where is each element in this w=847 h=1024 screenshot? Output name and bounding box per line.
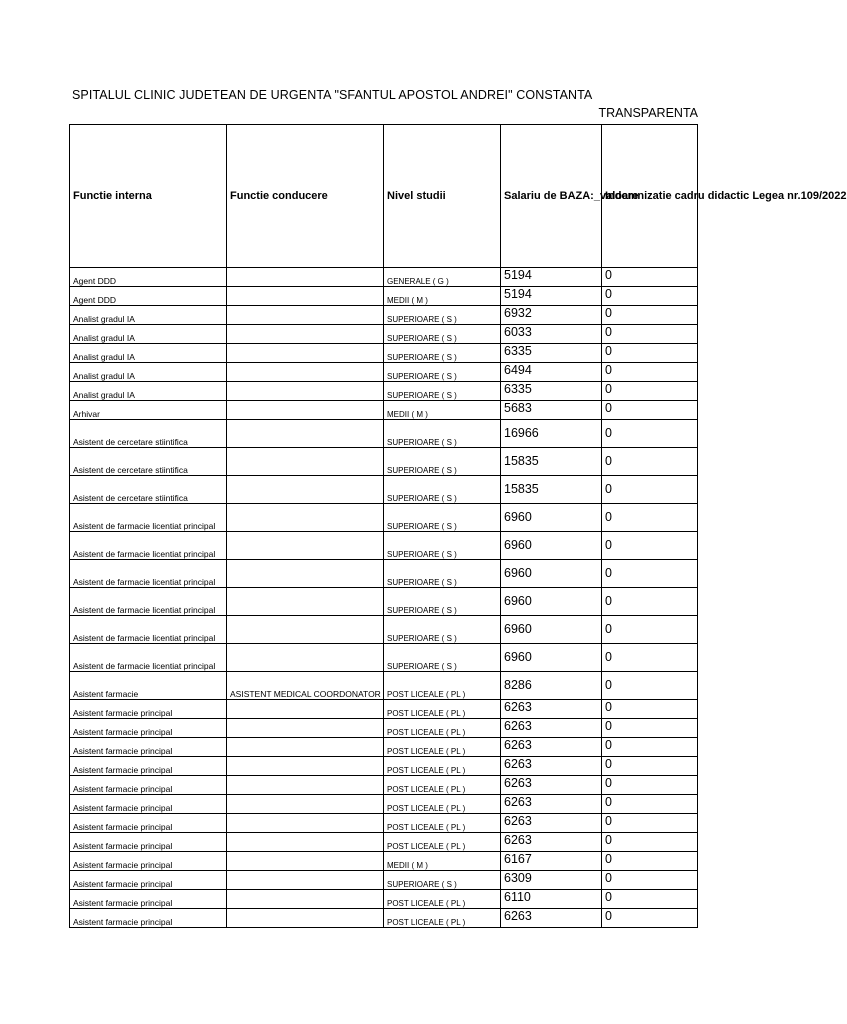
cell-nivel-studii: SUPERIOARE ( S ) <box>384 532 501 560</box>
cell-salariu: 6263 <box>501 833 602 852</box>
cell-indemnizatie: 0 <box>602 833 698 852</box>
cell-indemnizatie: 0 <box>602 448 698 476</box>
cell-salariu: 6335 <box>501 344 602 363</box>
cell-functie-interna: Asistent farmacie principal <box>70 909 227 928</box>
cell-indemnizatie: 0 <box>602 344 698 363</box>
cell-functie-interna: Asistent farmacie principal <box>70 757 227 776</box>
cell-nivel-studii: SUPERIOARE ( S ) <box>384 476 501 504</box>
cell-nivel-studii: SUPERIOARE ( S ) <box>384 382 501 401</box>
cell-nivel-studii: POST LICEALE ( PL ) <box>384 776 501 795</box>
cell-salariu: 6263 <box>501 795 602 814</box>
table-row <box>70 588 698 616</box>
cell-salariu: 6960 <box>501 588 602 616</box>
cell-functie-interna: Asistent de farmacie licentiat principal <box>70 504 227 532</box>
table-row <box>70 890 698 909</box>
cell-salariu: 15835 <box>501 448 602 476</box>
table-row <box>70 448 698 476</box>
cell-indemnizatie: 0 <box>602 268 698 287</box>
cell-indemnizatie: 0 <box>602 672 698 700</box>
cell-indemnizatie: 0 <box>602 738 698 757</box>
cell-functie-conducere <box>227 306 384 325</box>
cell-salariu: 6263 <box>501 909 602 928</box>
cell-functie-conducere <box>227 344 384 363</box>
cell-salariu: 15835 <box>501 476 602 504</box>
cell-functie-conducere <box>227 738 384 757</box>
cell-indemnizatie: 0 <box>602 476 698 504</box>
cell-salariu: 6960 <box>501 560 602 588</box>
cell-nivel-studii: POST LICEALE ( PL ) <box>384 738 501 757</box>
cell-functie-conducere <box>227 719 384 738</box>
cell-salariu: 5194 <box>501 268 602 287</box>
table-row <box>70 672 698 700</box>
cell-functie-conducere <box>227 814 384 833</box>
cell-indemnizatie: 0 <box>602 325 698 344</box>
cell-functie-interna: Analist gradul IA <box>70 325 227 344</box>
cell-indemnizatie: 0 <box>602 871 698 890</box>
cell-functie-conducere <box>227 909 384 928</box>
cell-functie-conducere <box>227 776 384 795</box>
cell-indemnizatie: 0 <box>602 719 698 738</box>
salary-table <box>69 124 847 928</box>
cell-indemnizatie: 0 <box>602 700 698 719</box>
cell-indemnizatie: 0 <box>602 532 698 560</box>
cell-functie-interna: Asistent de farmacie licentiat principal <box>70 644 227 672</box>
cell-functie-conducere <box>227 420 384 448</box>
cell-salariu: 8286 <box>501 672 602 700</box>
header-nivel-studii: Nivel studii <box>384 125 501 268</box>
cell-indemnizatie: 0 <box>602 776 698 795</box>
cell-functie-conducere <box>227 700 384 719</box>
cell-salariu: 6263 <box>501 738 602 757</box>
cell-functie-interna: Analist gradul IA <box>70 306 227 325</box>
cell-functie-conducere <box>227 890 384 909</box>
cell-salariu: 6263 <box>501 776 602 795</box>
cell-salariu: 6263 <box>501 814 602 833</box>
cell-functie-interna: Analist gradul IA <box>70 344 227 363</box>
cell-salariu: 6263 <box>501 719 602 738</box>
cell-nivel-studii: POST LICEALE ( PL ) <box>384 700 501 719</box>
header-indemnizatie: Indemnizatie cadru didactic Legea nr.109/2022 <box>602 125 698 268</box>
table-row <box>70 814 698 833</box>
cell-nivel-studii: SUPERIOARE ( S ) <box>384 363 501 382</box>
cell-indemnizatie: 0 <box>602 814 698 833</box>
cell-functie-interna: Asistent farmacie <box>70 672 227 700</box>
cell-functie-conducere <box>227 560 384 588</box>
cell-indemnizatie: 0 <box>602 616 698 644</box>
cell-functie-interna: Asistent de farmacie licentiat principal <box>70 532 227 560</box>
cell-functie-conducere <box>227 363 384 382</box>
cell-indemnizatie: 0 <box>602 306 698 325</box>
table-row <box>70 852 698 871</box>
cell-functie-interna: Asistent farmacie principal <box>70 852 227 871</box>
cell-salariu: 5194 <box>501 287 602 306</box>
cell-salariu: 6960 <box>501 504 602 532</box>
table-row <box>70 306 698 325</box>
document-subtitle: TRANSPARENTA <box>598 106 698 120</box>
cell-salariu: 6033 <box>501 325 602 344</box>
table-row <box>70 757 698 776</box>
cell-nivel-studii: SUPERIOARE ( S ) <box>384 448 501 476</box>
table-row <box>70 616 698 644</box>
cell-indemnizatie: 0 <box>602 852 698 871</box>
cell-functie-interna: Agent DDD <box>70 287 227 306</box>
cell-functie-interna: Analist gradul IA <box>70 363 227 382</box>
cell-indemnizatie: 0 <box>602 588 698 616</box>
cell-indemnizatie: 0 <box>602 504 698 532</box>
cell-salariu: 6263 <box>501 700 602 719</box>
cell-indemnizatie: 0 <box>602 363 698 382</box>
cell-functie-interna: Asistent de cercetare stiintifica <box>70 420 227 448</box>
cell-indemnizatie: 0 <box>602 560 698 588</box>
cell-salariu: 6167 <box>501 852 602 871</box>
cell-functie-interna: Asistent de farmacie licentiat principal <box>70 588 227 616</box>
cell-functie-conducere <box>227 504 384 532</box>
cell-functie-conducere <box>227 833 384 852</box>
cell-functie-conducere <box>227 382 384 401</box>
table-row <box>70 401 698 420</box>
cell-salariu: 6960 <box>501 644 602 672</box>
cell-salariu: 6309 <box>501 871 602 890</box>
cell-nivel-studii: SUPERIOARE ( S ) <box>384 344 501 363</box>
cell-functie-conducere <box>227 325 384 344</box>
table-row <box>70 644 698 672</box>
cell-functie-conducere <box>227 852 384 871</box>
cell-salariu: 6110 <box>501 890 602 909</box>
cell-functie-interna: Asistent farmacie principal <box>70 833 227 852</box>
cell-indemnizatie: 0 <box>602 795 698 814</box>
table-row <box>70 268 698 287</box>
cell-functie-conducere <box>227 588 384 616</box>
cell-indemnizatie: 0 <box>602 909 698 928</box>
table-row <box>70 476 698 504</box>
header-salariu: Salariu de BAZA:_valoare <box>501 125 602 268</box>
cell-functie-interna: Arhivar <box>70 401 227 420</box>
cell-nivel-studii: POST LICEALE ( PL ) <box>384 795 501 814</box>
cell-functie-interna: Asistent farmacie principal <box>70 738 227 757</box>
cell-functie-conducere <box>227 476 384 504</box>
cell-salariu: 6960 <box>501 616 602 644</box>
cell-functie-interna: Asistent farmacie principal <box>70 890 227 909</box>
cell-functie-interna: Asistent farmacie principal <box>70 795 227 814</box>
cell-functie-conducere <box>227 757 384 776</box>
cell-functie-interna: Asistent farmacie principal <box>70 776 227 795</box>
cell-functie-interna: Asistent de farmacie licentiat principal <box>70 560 227 588</box>
cell-nivel-studii: SUPERIOARE ( S ) <box>384 588 501 616</box>
table-row <box>70 871 698 890</box>
cell-nivel-studii: MEDII ( M ) <box>384 287 501 306</box>
header-functie-conducere: Functie conducere <box>227 125 384 268</box>
cell-nivel-studii: POST LICEALE ( PL ) <box>384 833 501 852</box>
cell-indemnizatie: 0 <box>602 420 698 448</box>
cell-functie-conducere <box>227 268 384 287</box>
cell-functie-conducere <box>227 401 384 420</box>
table-row <box>70 532 698 560</box>
cell-functie-conducere <box>227 448 384 476</box>
cell-functie-interna: Asistent de farmacie licentiat principal <box>70 616 227 644</box>
cell-salariu: 6263 <box>501 757 602 776</box>
cell-functie-conducere: ASISTENT MEDICAL COORDONATOR <box>227 672 384 700</box>
cell-nivel-studii: SUPERIOARE ( S ) <box>384 504 501 532</box>
cell-nivel-studii: SUPERIOARE ( S ) <box>384 616 501 644</box>
cell-nivel-studii: SUPERIOARE ( S ) <box>384 306 501 325</box>
cell-functie-conducere <box>227 644 384 672</box>
cell-nivel-studii: SUPERIOARE ( S ) <box>384 560 501 588</box>
cell-functie-interna: Agent DDD <box>70 268 227 287</box>
cell-functie-interna: Asistent farmacie principal <box>70 719 227 738</box>
cell-nivel-studii: MEDII ( M ) <box>384 401 501 420</box>
cell-nivel-studii: SUPERIOARE ( S ) <box>384 644 501 672</box>
cell-nivel-studii: GENERALE ( G ) <box>384 268 501 287</box>
table-row <box>70 795 698 814</box>
cell-nivel-studii: POST LICEALE ( PL ) <box>384 672 501 700</box>
table-row <box>70 382 698 401</box>
cell-functie-conducere <box>227 287 384 306</box>
cell-nivel-studii: POST LICEALE ( PL ) <box>384 719 501 738</box>
cell-functie-interna: Analist gradul IA <box>70 382 227 401</box>
cell-functie-interna: Asistent de cercetare stiintifica <box>70 448 227 476</box>
cell-nivel-studii: SUPERIOARE ( S ) <box>384 325 501 344</box>
cell-indemnizatie: 0 <box>602 890 698 909</box>
document-title: SPITALUL CLINIC JUDETEAN DE URGENTA "SFANTUL APOSTOL ANDREI" CONSTANTA <box>72 88 593 102</box>
cell-functie-conducere <box>227 616 384 644</box>
header-functie-interna: Functie interna <box>70 125 227 268</box>
cell-salariu: 16966 <box>501 420 602 448</box>
cell-nivel-studii: SUPERIOARE ( S ) <box>384 420 501 448</box>
cell-functie-conducere <box>227 871 384 890</box>
cell-nivel-studii: POST LICEALE ( PL ) <box>384 814 501 833</box>
table-row <box>70 325 698 344</box>
cell-nivel-studii: POST LICEALE ( PL ) <box>384 757 501 776</box>
cell-nivel-studii: SUPERIOARE ( S ) <box>384 871 501 890</box>
cell-nivel-studii: POST LICEALE ( PL ) <box>384 909 501 928</box>
table-row <box>70 776 698 795</box>
table-body <box>70 268 698 928</box>
cell-indemnizatie: 0 <box>602 287 698 306</box>
table-row <box>70 700 698 719</box>
table-row <box>70 287 698 306</box>
cell-salariu: 6960 <box>501 532 602 560</box>
cell-indemnizatie: 0 <box>602 382 698 401</box>
table-row <box>70 738 698 757</box>
cell-functie-conducere <box>227 795 384 814</box>
cell-indemnizatie: 0 <box>602 401 698 420</box>
cell-indemnizatie: 0 <box>602 644 698 672</box>
cell-salariu: 6494 <box>501 363 602 382</box>
cell-functie-conducere <box>227 532 384 560</box>
cell-indemnizatie: 0 <box>602 757 698 776</box>
table-row <box>70 833 698 852</box>
table-header-row <box>70 125 698 268</box>
table-row <box>70 504 698 532</box>
table-row <box>70 719 698 738</box>
table-row <box>70 420 698 448</box>
table-row <box>70 344 698 363</box>
table-row <box>70 909 698 928</box>
cell-functie-interna: Asistent farmacie principal <box>70 700 227 719</box>
cell-functie-interna: Asistent de cercetare stiintifica <box>70 476 227 504</box>
cell-salariu: 5683 <box>501 401 602 420</box>
table-row <box>70 560 698 588</box>
cell-functie-interna: Asistent farmacie principal <box>70 871 227 890</box>
cell-nivel-studii: POST LICEALE ( PL ) <box>384 890 501 909</box>
cell-nivel-studii: MEDII ( M ) <box>384 852 501 871</box>
cell-salariu: 6335 <box>501 382 602 401</box>
table-row <box>70 363 698 382</box>
cell-salariu: 6932 <box>501 306 602 325</box>
cell-functie-interna: Asistent farmacie principal <box>70 814 227 833</box>
